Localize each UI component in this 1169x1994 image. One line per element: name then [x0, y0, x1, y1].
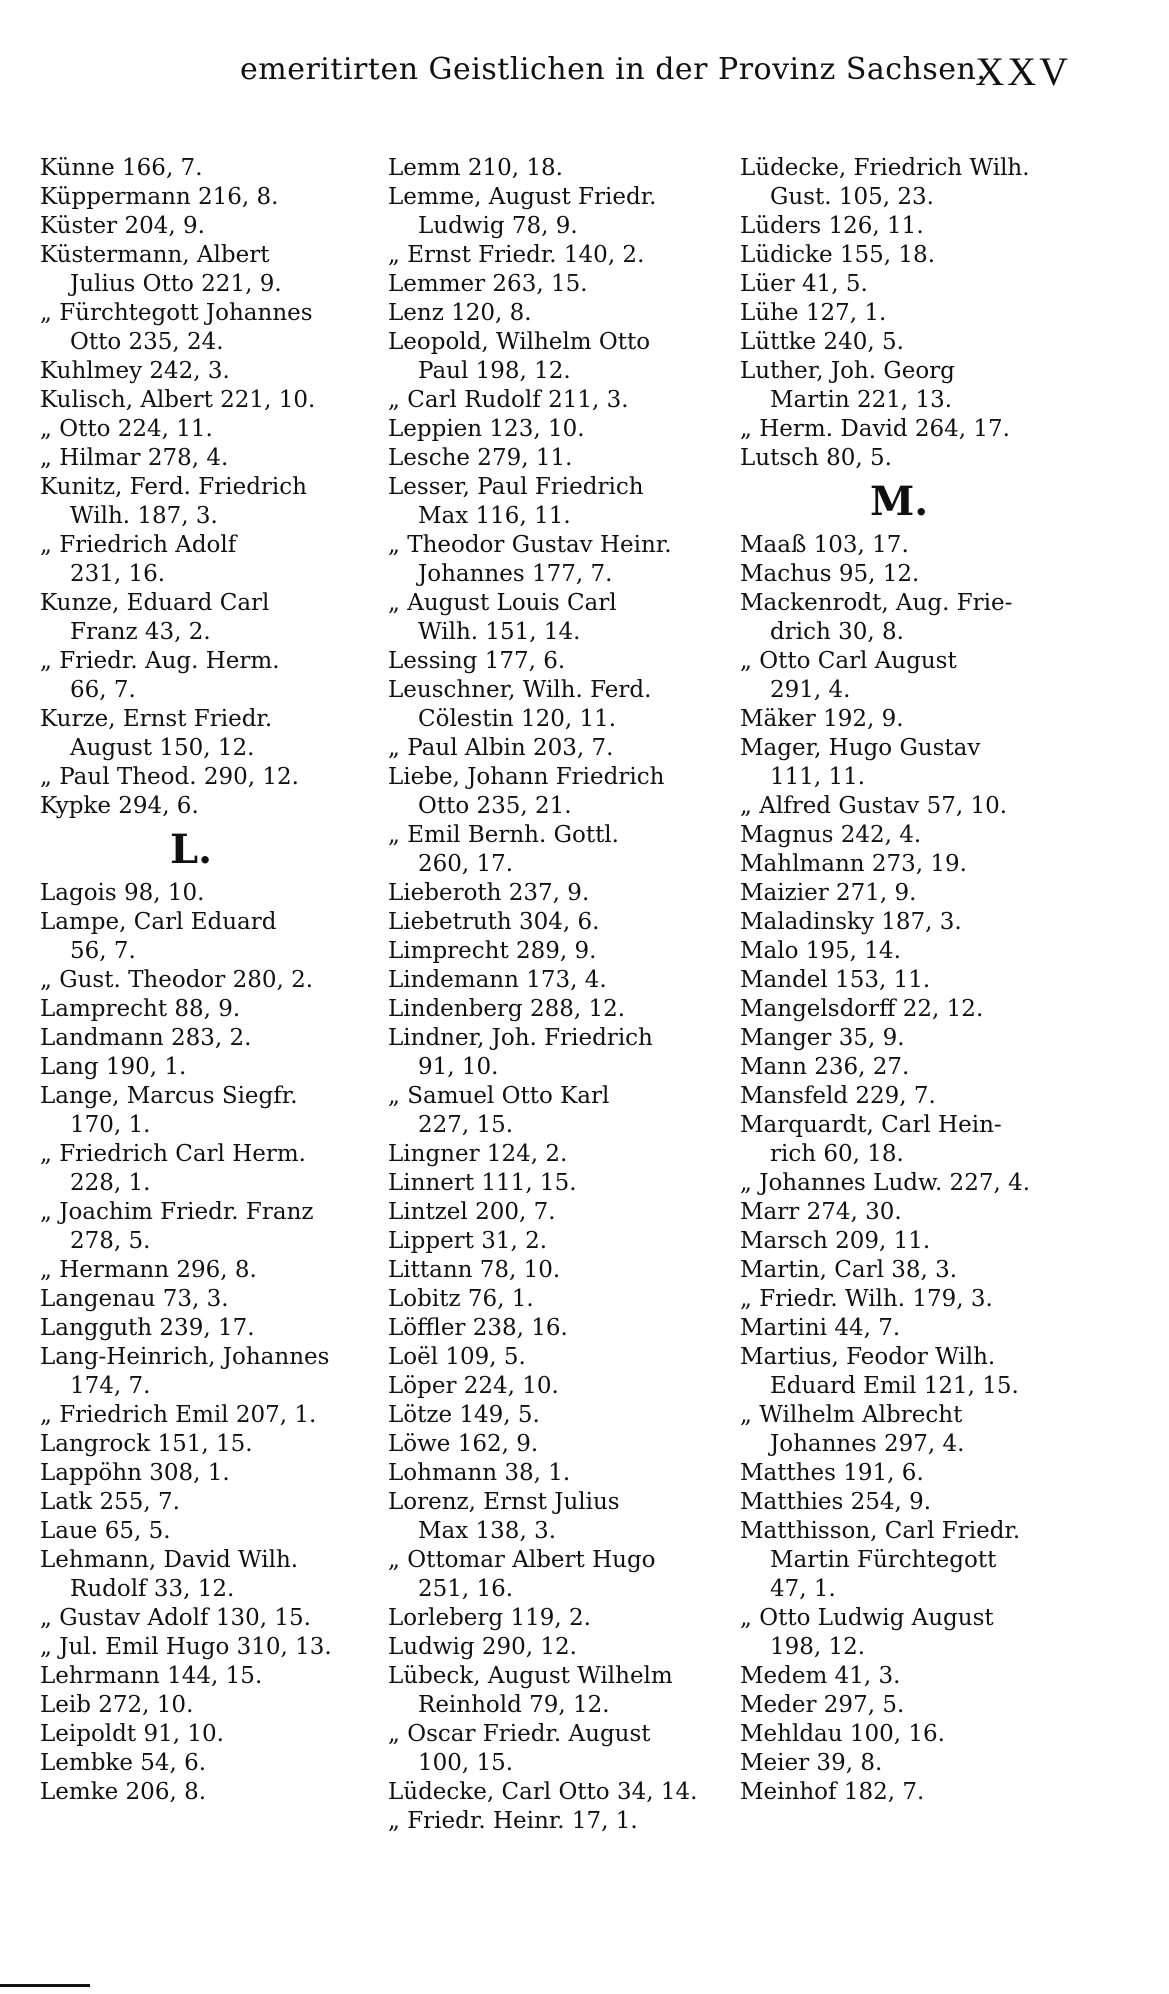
index-entry: Luther, Joh. Georg	[740, 358, 955, 384]
index-entry: „ Hilmar 278, 4.	[40, 445, 229, 471]
index-entry: Lingner 124, 2.	[388, 1141, 568, 1167]
index-entry: „ Paul Theod. 290, 12.	[40, 764, 299, 790]
index-entry: „ Paul Albin 203, 7.	[388, 735, 614, 761]
index-entry-continuation: Max 138, 3.	[418, 1518, 557, 1544]
index-entry-continuation: 91, 10.	[418, 1054, 499, 1080]
index-entry: Marr 274, 30.	[740, 1199, 902, 1225]
index-entry: Lüdecke, Carl Otto 34, 14.	[388, 1779, 698, 1805]
index-entry-continuation: Franz 43, 2.	[70, 619, 211, 645]
index-entry: Manger 35, 9.	[740, 1025, 905, 1051]
index-entry: Matthisson, Carl Friedr.	[740, 1518, 1021, 1544]
index-entry: Lang 190, 1.	[40, 1054, 187, 1080]
index-entry: Langenau 73, 3.	[40, 1286, 229, 1312]
index-entry-continuation: 174, 7.	[70, 1373, 151, 1399]
index-entry: Lagois 98, 10.	[40, 880, 205, 906]
index-entry: Linnert 111, 15.	[388, 1170, 577, 1196]
footer-rule	[0, 1984, 90, 1987]
index-entry: „ Theodor Gustav Heinr.	[388, 532, 672, 558]
section-heading-l: L.	[170, 826, 213, 873]
index-entry: Maladinsky 187, 3.	[740, 909, 962, 935]
index-entry: Lintzel 200, 7.	[388, 1199, 556, 1225]
index-entry-continuation: 228, 1.	[70, 1170, 151, 1196]
index-entry: „ Otto 224, 11.	[40, 416, 213, 442]
index-entry: „ Ottomar Albert Hugo	[388, 1547, 656, 1573]
index-entry-continuation: 198, 12.	[770, 1634, 866, 1660]
index-entry: Liebe, Johann Friedrich	[388, 764, 665, 790]
index-entry: Martin, Carl 38, 3.	[740, 1257, 958, 1283]
index-entry: Lötze 149, 5.	[388, 1402, 540, 1428]
index-entry: Lüttke 240, 5.	[740, 329, 904, 355]
index-entry-continuation: 170, 1.	[70, 1112, 151, 1138]
index-entry-continuation: 66, 7.	[70, 677, 136, 703]
index-entry-continuation: Martin Fürchtegott	[770, 1547, 997, 1573]
index-entry: Kulisch, Albert 221, 10.	[40, 387, 316, 413]
index-entry: „ Wilhelm Albrecht	[740, 1402, 963, 1428]
index-entry: „ August Louis Carl	[388, 590, 617, 616]
index-entry: Meier 39, 8.	[740, 1750, 883, 1776]
index-entry: Lutsch 80, 5.	[740, 445, 892, 471]
index-entry-continuation: Rudolf 33, 12.	[70, 1576, 235, 1602]
index-entry-continuation: 111, 11.	[770, 764, 866, 790]
index-entry: Lesche 279, 11.	[388, 445, 573, 471]
index-entry: Lesser, Paul Friedrich	[388, 474, 644, 500]
index-entry: Lehrmann 144, 15.	[40, 1663, 263, 1689]
index-entry: „ Otto Ludwig August	[740, 1605, 994, 1631]
index-entry-continuation: 291, 4.	[770, 677, 851, 703]
index-entry: Lenz 120, 8.	[388, 300, 532, 326]
index-entry-continuation: 56, 7.	[70, 938, 136, 964]
index-entry-continuation: Wilh. 151, 14.	[418, 619, 581, 645]
index-entry-continuation: 47, 1.	[770, 1576, 836, 1602]
index-entry: Löffler 238, 16.	[388, 1315, 568, 1341]
index-entry: Küppermann 216, 8.	[40, 184, 279, 210]
index-entry: Mackenrodt, Aug. Frie-	[740, 590, 1013, 616]
index-entry: Langrock 151, 15.	[40, 1431, 253, 1457]
index-entry: „ Ernst Friedr. 140, 2.	[388, 242, 645, 268]
index-entry: Kurze, Ernst Friedr.	[40, 706, 273, 732]
index-entry-continuation: August 150, 12.	[70, 735, 255, 761]
index-entry-continuation: Paul 198, 12.	[418, 358, 571, 384]
index-entry: Matthes 191, 6.	[740, 1460, 924, 1486]
index-entry: Küstermann, Albert	[40, 242, 270, 268]
index-entry: Marquardt, Carl Hein-	[740, 1112, 1002, 1138]
index-entry-continuation: 260, 17.	[418, 851, 514, 877]
index-entry: „ Carl Rudolf 211, 3.	[388, 387, 629, 413]
index-entry: Löwe 162, 9.	[388, 1431, 539, 1457]
index-entry: Lohmann 38, 1.	[388, 1460, 571, 1486]
index-entry: „ Emil Bernh. Gottl.	[388, 822, 619, 848]
index-entry: Medem 41, 3.	[740, 1663, 901, 1689]
running-title: emeritirten Geistlichen in der Provinz Sachsen.	[240, 52, 987, 87]
index-entry: Latk 255, 7.	[40, 1489, 180, 1515]
index-entry-continuation: Martin 221, 13.	[770, 387, 953, 413]
index-entry: Littann 78, 10.	[388, 1257, 561, 1283]
index-entry-continuation: Johannes 177, 7.	[418, 561, 613, 587]
index-entry: Leuschner, Wilh. Ferd.	[388, 677, 652, 703]
index-entry: „ Otto Carl August	[740, 648, 957, 674]
index-entry: Lemke 206, 8.	[40, 1779, 207, 1805]
index-entry: Laue 65, 5.	[40, 1518, 171, 1544]
index-entry: Lampe, Carl Eduard	[40, 909, 277, 935]
index-column-1	[40, 154, 370, 1807]
index-entry: Lessing 177, 6.	[388, 648, 566, 674]
index-entry: Mann 236, 27.	[740, 1054, 910, 1080]
index-entry-continuation: 231, 16.	[70, 561, 166, 587]
index-entry: „ Fürchtegott Johannes	[40, 300, 313, 326]
index-entry: Kuhlmey 242, 3.	[40, 358, 230, 384]
page-header	[0, 44, 1169, 104]
index-entry: Mager, Hugo Gustav	[740, 735, 981, 761]
index-entry-continuation: rich 60, 18.	[770, 1141, 904, 1167]
index-entry: Leipoldt 91, 10.	[40, 1721, 224, 1747]
index-entry: Magnus 242, 4.	[740, 822, 922, 848]
index-entry-continuation: Eduard Emil 121, 15.	[770, 1373, 1019, 1399]
index-entry: Mehldau 100, 16.	[740, 1721, 945, 1747]
index-entry: Landmann 283, 2.	[40, 1025, 252, 1051]
index-entry-continuation: 227, 15.	[418, 1112, 514, 1138]
index-entry: Loël 109, 5.	[388, 1344, 526, 1370]
index-entry: Lindemann 173, 4.	[388, 967, 607, 993]
index-entry: Mahlmann 273, 19.	[740, 851, 967, 877]
index-entry: Küster 204, 9.	[40, 213, 205, 239]
index-entry: „ Oscar Friedr. August	[388, 1721, 651, 1747]
index-entry: Lobitz 76, 1.	[388, 1286, 534, 1312]
index-entry: Lindenberg 288, 12.	[388, 996, 626, 1022]
index-entry: Lüdecke, Friedrich Wilh.	[740, 155, 1030, 181]
index-entry: Lemmer 263, 15.	[388, 271, 588, 297]
index-entry: „ Hermann 296, 8.	[40, 1257, 257, 1283]
index-column-2	[388, 154, 728, 1836]
index-entry: Lorenz, Ernst Julius	[388, 1489, 620, 1515]
index-entry: Mangelsdorff 22, 12.	[740, 996, 984, 1022]
index-entry: Leppien 123, 10.	[388, 416, 585, 442]
index-entry: Lehmann, David Wilh.	[40, 1547, 299, 1573]
index-entry: „ Friedr. Aug. Herm.	[40, 648, 280, 674]
index-entry: „ Gust. Theodor 280, 2.	[40, 967, 314, 993]
index-entry: Lamprecht 88, 9.	[40, 996, 241, 1022]
index-entry: Meder 297, 5.	[740, 1692, 905, 1718]
index-entry: Kunze, Eduard Carl	[40, 590, 270, 616]
index-entry: Ludwig 290, 12.	[388, 1634, 577, 1660]
index-entry-continuation: 100, 15.	[418, 1750, 514, 1776]
index-entry: Malo 195, 14.	[740, 938, 901, 964]
index-entry-continuation: Reinhold 79, 12.	[418, 1692, 610, 1718]
index-entry: Lang-Heinrich, Johannes	[40, 1344, 330, 1370]
index-entry: „ Friedr. Heinr. 17, 1.	[388, 1808, 638, 1834]
page-number: XXV	[975, 49, 1071, 94]
index-entry-continuation: Julius Otto 221, 9.	[70, 271, 282, 297]
index-entry: Lindner, Joh. Friedrich	[388, 1025, 653, 1051]
index-entry: Lemme, August Friedr.	[388, 184, 657, 210]
index-entry: Machus 95, 12.	[740, 561, 920, 587]
index-entry-continuation: Otto 235, 24.	[70, 329, 224, 355]
section-heading-m: M.	[870, 478, 929, 525]
index-entry: „ Joachim Friedr. Franz	[40, 1199, 314, 1225]
index-entry: Lüer 41, 5.	[740, 271, 868, 297]
index-entry: Mandel 153, 11.	[740, 967, 931, 993]
index-entry-continuation: 251, 16.	[418, 1576, 514, 1602]
index-entry: Kunitz, Ferd. Friedrich	[40, 474, 307, 500]
index-entry: Lembke 54, 6.	[40, 1750, 207, 1776]
index-entry: „ Gustav Adolf 130, 15.	[40, 1605, 311, 1631]
index-entry: Lappöhn 308, 1.	[40, 1460, 230, 1486]
index-entry: Künne 166, 7.	[40, 155, 203, 181]
index-entry-continuation: Gust. 105, 23.	[770, 184, 934, 210]
index-entry-continuation: Max 116, 11.	[418, 503, 571, 529]
index-entry: Lorleberg 119, 2.	[388, 1605, 591, 1631]
index-entry: Lieberoth 237, 9.	[388, 880, 590, 906]
index-entry: „ Herm. David 264, 17.	[740, 416, 1010, 442]
index-entry: Maaß 103, 17.	[740, 532, 909, 558]
index-entry: Martini 44, 7.	[740, 1315, 901, 1341]
index-entry: „ Friedr. Wilh. 179, 3.	[740, 1286, 993, 1312]
index-entry: Matthies 254, 9.	[740, 1489, 932, 1515]
index-entry: Maizier 271, 9.	[740, 880, 917, 906]
index-entry: Lüders 126, 11.	[740, 213, 924, 239]
index-entry: Mansfeld 229, 7.	[740, 1083, 936, 1109]
index-entry-continuation: drich 30, 8.	[770, 619, 904, 645]
index-entry-continuation: Wilh. 187, 3.	[70, 503, 218, 529]
index-entry: Limprecht 289, 9.	[388, 938, 597, 964]
index-entry-continuation: 278, 5.	[70, 1228, 151, 1254]
index-entry-continuation: Otto 235, 21.	[418, 793, 572, 819]
index-entry-continuation: Cölestin 120, 11.	[418, 706, 617, 732]
index-entry: Lippert 31, 2.	[388, 1228, 548, 1254]
index-entry: Mäker 192, 9.	[740, 706, 904, 732]
index-entry: Leopold, Wilhelm Otto	[388, 329, 651, 355]
index-entry: „ Jul. Emil Hugo 310, 13.	[40, 1634, 332, 1660]
index-entry: Löper 224, 10.	[388, 1373, 559, 1399]
index-entry: Leib 272, 10.	[40, 1692, 194, 1718]
index-entry: „ Johannes Ludw. 227, 4.	[740, 1170, 1031, 1196]
index-entry: „ Alfred Gustav 57, 10.	[740, 793, 1008, 819]
index-column-3	[740, 154, 1080, 1807]
index-entry: Lüdicke 155, 18.	[740, 242, 936, 268]
index-entry: Lange, Marcus Siegfr.	[40, 1083, 298, 1109]
index-entry: Kypke 294, 6.	[40, 793, 199, 819]
index-entry: Liebetruth 304, 6.	[388, 909, 600, 935]
index-entry: Lemm 210, 18.	[388, 155, 563, 181]
index-entry: „ Samuel Otto Karl	[388, 1083, 610, 1109]
index-entry: „ Friedrich Adolf	[40, 532, 237, 558]
index-entry: „ Friedrich Emil 207, 1.	[40, 1402, 317, 1428]
index-entry-continuation: Ludwig 78, 9.	[418, 213, 578, 239]
index-entry: Marsch 209, 11.	[740, 1228, 931, 1254]
index-entry: Martius, Feodor Wilh.	[740, 1344, 996, 1370]
index-entry-continuation: Johannes 297, 4.	[770, 1431, 965, 1457]
index-entry: Lübeck, August Wilhelm	[388, 1663, 673, 1689]
index-entry: Langguth 239, 17.	[40, 1315, 255, 1341]
index-entry: Lühe 127, 1.	[740, 300, 887, 326]
index-entry: „ Friedrich Carl Herm.	[40, 1141, 306, 1167]
index-entry: Meinhof 182, 7.	[740, 1779, 925, 1805]
